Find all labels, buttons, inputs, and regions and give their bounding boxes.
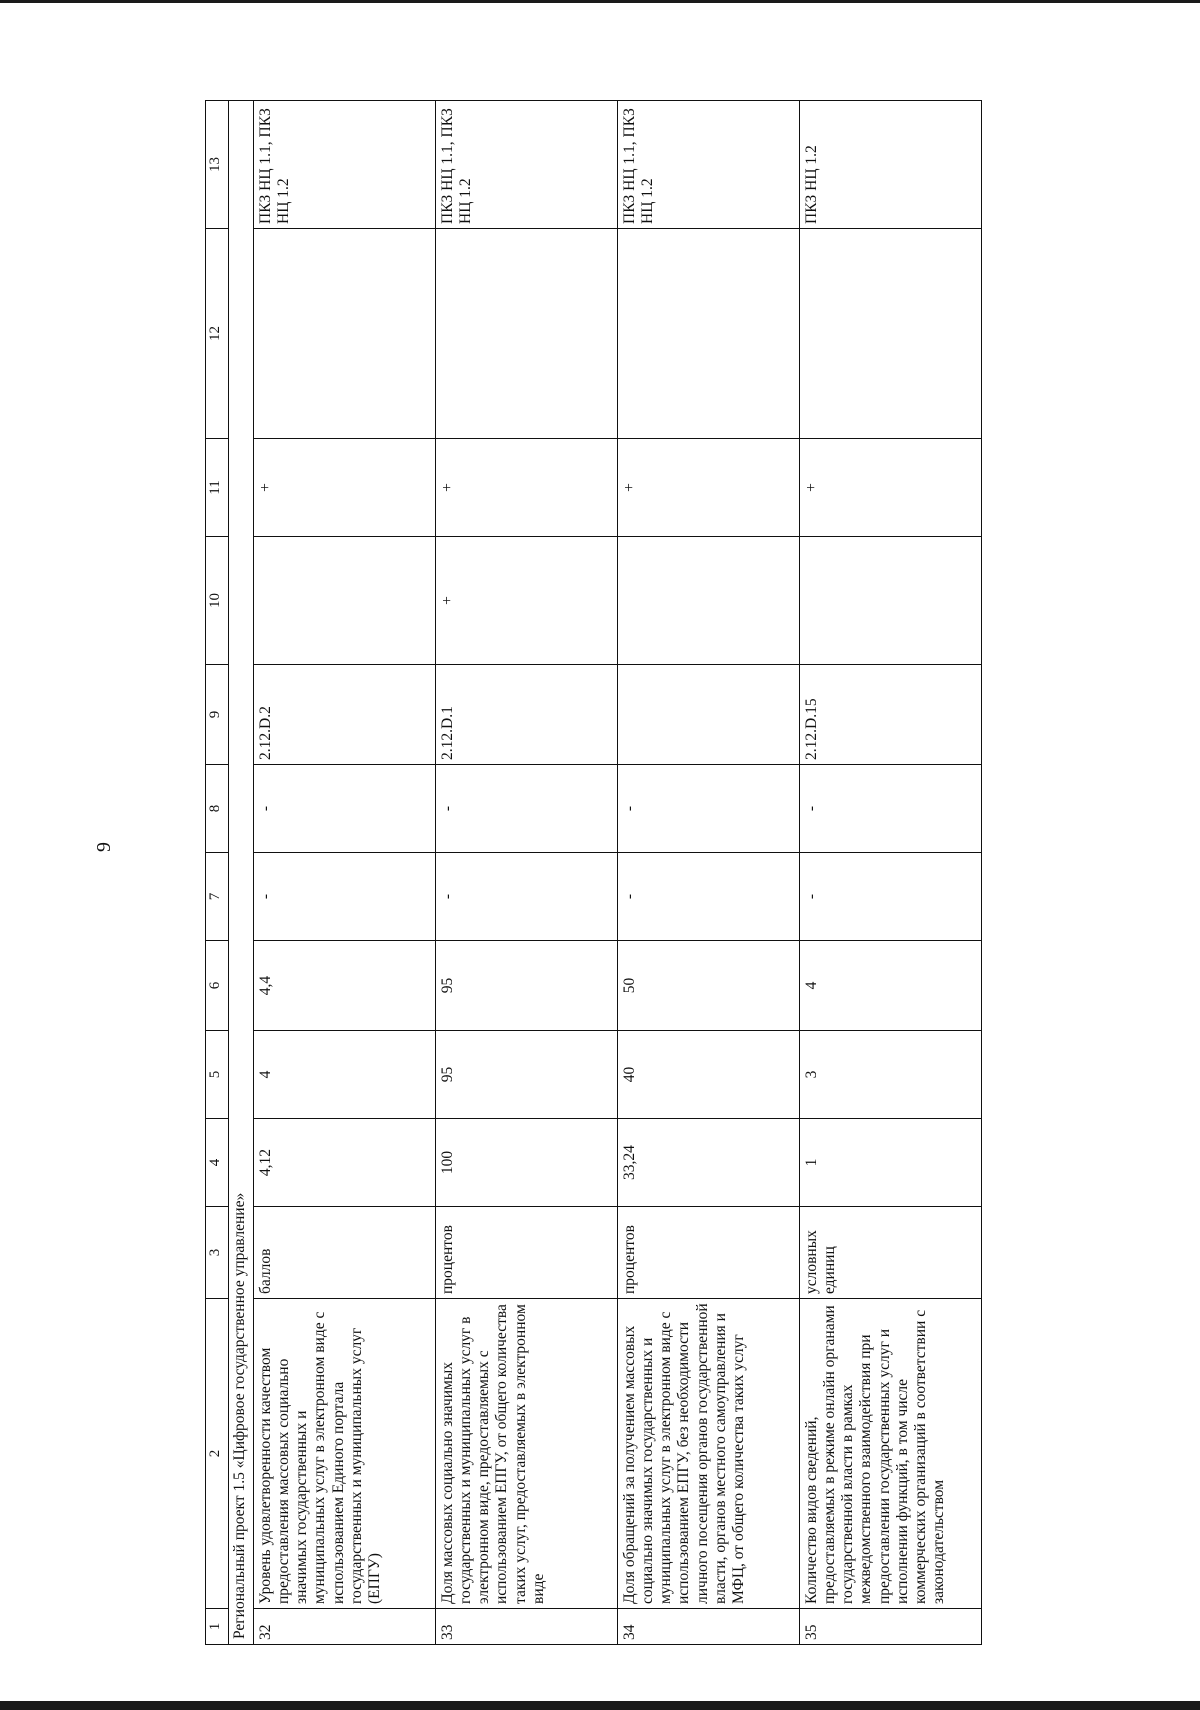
section-title: Региональный проект 1.5 «Цифровое государственное управление»	[229, 101, 254, 1645]
row-number: 34	[618, 1609, 800, 1645]
mark-cell-11: +	[436, 439, 618, 537]
column-number: 5	[206, 1031, 229, 1119]
table-row	[800, 101, 982, 1645]
empty-cell-12	[436, 229, 618, 439]
page-number: 9	[93, 842, 115, 852]
unit-cell: процентов	[436, 1207, 618, 1299]
reference-cell: ПКЗ НЦ 1.2	[800, 101, 982, 229]
reference-cell: ПКЗ НЦ 1.1, ПКЗ НЦ 1.2	[618, 101, 800, 229]
indicator-name: Количество видов сведений, предоставляемых в режиме онлайн органами государственной власти в рамках межведомственного взаимодействия при предоставлении государственных услуг и исполнении функций, в том числе коммерческих организаций в соответствии с законодательством	[800, 1299, 982, 1609]
empty-cell-12	[800, 229, 982, 439]
value-cell-6: 95	[436, 941, 618, 1031]
column-number: 12	[206, 229, 229, 439]
value-cell-5: 40	[618, 1031, 800, 1119]
table-row	[254, 101, 436, 1645]
code-cell: 2.12.D.15	[800, 665, 982, 765]
mark-cell-11: +	[800, 439, 982, 537]
column-number: 1	[206, 1609, 229, 1645]
base-value-cell: 1	[800, 1119, 982, 1207]
column-number: 8	[206, 765, 229, 853]
column-number: 10	[206, 537, 229, 665]
column-number-row	[206, 101, 229, 1645]
code-cell: 2.12.D.2	[254, 665, 436, 765]
reference-cell: ПКЗ НЦ 1.1, ПКЗ НЦ 1.2	[436, 101, 618, 229]
column-number: 9	[206, 665, 229, 765]
indicator-table-sheet	[205, 108, 1105, 1645]
mark-cell-10: +	[436, 537, 618, 665]
table-row	[618, 101, 800, 1645]
table-row	[436, 101, 618, 1645]
value-cell-5: 4	[254, 1031, 436, 1119]
empty-cell-12	[618, 229, 800, 439]
value-cell-7: -	[436, 853, 618, 941]
value-cell-7: -	[254, 853, 436, 941]
column-number: 2	[206, 1299, 229, 1609]
code-cell: 2.12.D.1	[436, 665, 618, 765]
base-value-cell: 4,12	[254, 1119, 436, 1207]
value-cell-8: -	[436, 765, 618, 853]
section-row	[229, 101, 254, 1645]
column-number: 3	[206, 1207, 229, 1299]
unit-cell: баллов	[254, 1207, 436, 1299]
row-number: 35	[800, 1609, 982, 1645]
mark-cell-11: +	[254, 439, 436, 537]
column-number: 7	[206, 853, 229, 941]
value-cell-5: 95	[436, 1031, 618, 1119]
mark-cell-10	[618, 537, 800, 665]
column-number: 4	[206, 1119, 229, 1207]
code-cell	[618, 665, 800, 765]
value-cell-6: 4	[800, 941, 982, 1031]
mark-cell-10	[800, 537, 982, 665]
reference-cell: ПКЗ НЦ 1.1, ПКЗ НЦ 1.2	[254, 101, 436, 229]
value-cell-6: 50	[618, 941, 800, 1031]
row-number: 32	[254, 1609, 436, 1645]
base-value-cell: 33,24	[618, 1119, 800, 1207]
column-number: 6	[206, 941, 229, 1031]
value-cell-8: -	[800, 765, 982, 853]
scan-edge-top	[0, 0, 1200, 3]
value-cell-8: -	[618, 765, 800, 853]
empty-cell-12	[254, 229, 436, 439]
unit-cell: условных единиц	[800, 1207, 982, 1299]
indicator-table	[205, 100, 982, 1645]
indicator-name: Доля обращений за получением массовых социально значимых государственных и муниципальных услуг в электронном виде с использованием ЕПГУ, без необходимости личного посещения органов государственной власти, органов местного самоуправления и МФЦ, от общего количества таких услуг	[618, 1299, 800, 1609]
value-cell-6: 4,4	[254, 941, 436, 1031]
unit-cell: процентов	[618, 1207, 800, 1299]
column-number: 13	[206, 101, 229, 229]
mark-cell-11: +	[618, 439, 800, 537]
row-number: 33	[436, 1609, 618, 1645]
indicator-name: Доля массовых социально значимых государственных и муниципальных услуг в электронном виде, предоставляемых с использованием ЕПГУ, от общего количества таких услуг, предоставляемых в электронном виде	[436, 1299, 618, 1609]
value-cell-7: -	[618, 853, 800, 941]
value-cell-7: -	[800, 853, 982, 941]
mark-cell-10	[254, 537, 436, 665]
base-value-cell: 100	[436, 1119, 618, 1207]
scan-edge-bottom	[0, 1701, 1200, 1710]
indicator-name: Уровень удовлетворенности качеством предоставления массовых социально значимых государственных и муниципальных услуг в электронном виде с использованием Единого портала государственных и муниципальных услуг (ЕПГУ)	[254, 1299, 436, 1609]
value-cell-8: -	[254, 765, 436, 853]
value-cell-5: 3	[800, 1031, 982, 1119]
column-number: 11	[206, 439, 229, 537]
